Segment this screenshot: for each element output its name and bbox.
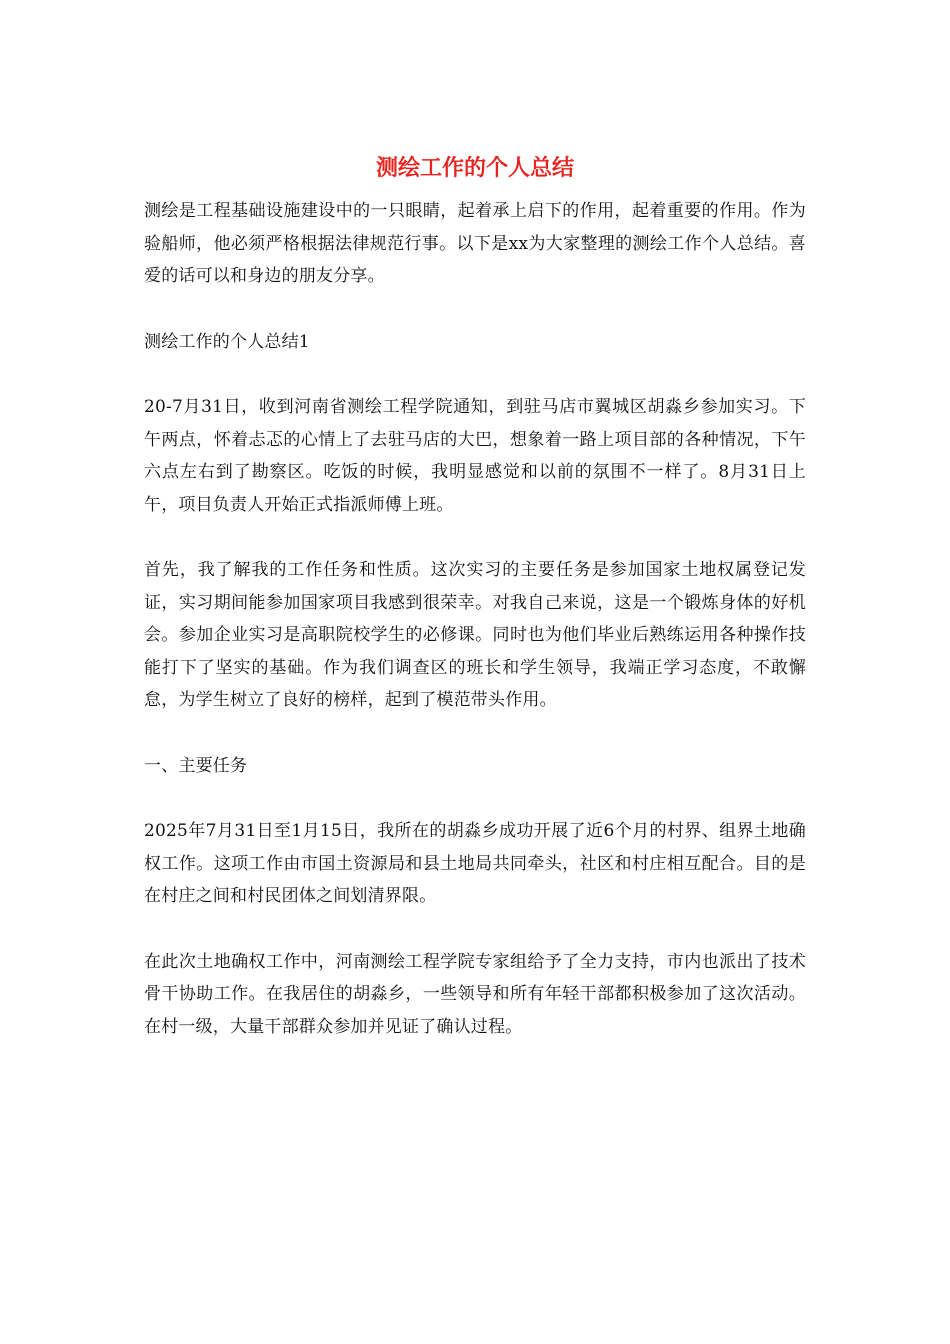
section-heading-main-tasks: 一、主要任务 [144,755,248,776]
document-title: 测绘工作的个人总结 [375,155,574,181]
land-rights-paragraph: 2025年7月31日至1月15日，我所在的胡淼乡成功开展了近6个月的村界、组界土地确权工作。这项工作由市国土资源局和县土地局共同牵头，社区和村庄相互配合。目的是在村庄之间和村民团体之间划清界限。 [144,821,806,906]
internship-start-paragraph: 20-7月31日，收到河南省测绘工程学院通知，到驻马店市翼城区胡淼乡参加实习。下午两点，怀着忐忑的心情上了去驻马店的大巴，想象着一路上项目部的各种情况，下午六点左右到了勘察区。吃饭的时候，我明显感觉和以前的氛围不一样了。8月31日上午，项目负责人开始正式指派师傅上班。 [144,397,806,515]
support-paragraph: 在此次土地确权工作中，河南测绘工程学院专家组给予了全力支持，市内也派出了技术骨干协助工作。在我居住的胡淼乡，一些领导和所有年轻干部都积极参加了这次活动。在村一级，大量干部群众参加并见证了确认过程。 [144,951,806,1037]
intro-paragraph: 测绘是工程基础设施建设中的一只眼睛，起着承上启下的作用，起着重要的作用。作为验船师，他必须严格根据法律规范行事。以下是xx为大家整理的测绘工作个人总结。喜爱的话可以和身边的朋友分享。 [144,201,806,286]
document-body [144,195,806,1076]
section-heading-summary-1: 测绘工作的个人总结1 [144,331,310,352]
task-nature-paragraph: 首先，我了解我的工作任务和性质。这次实习的主要任务是参加国家土地权属登记发证，实习期间能参加国家项目我感到很荣幸。对我自己来说，这是一个锻炼身体的好机会。参加企业实习是高职院校学生的必修课。同时也为他们毕业后熟练运用各种操作技能打下了坚实的基础。作为我们调查区的班长和学生领导，我端正学习态度，不敢懈怠，为学生树立了良好的榜样，起到了模范带头作用。 [144,560,806,710]
